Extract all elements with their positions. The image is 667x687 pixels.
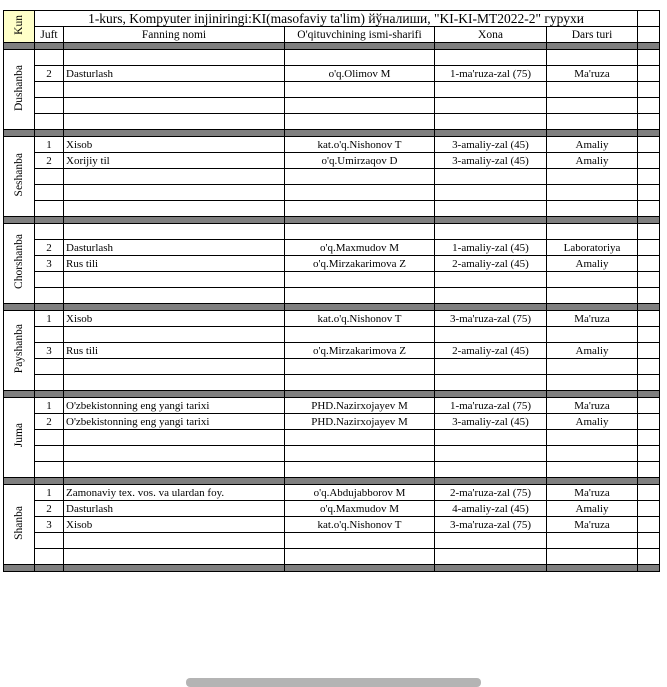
table-cell: Xisob bbox=[64, 517, 285, 533]
table-cell bbox=[547, 98, 638, 114]
table-cell: Amaliy bbox=[547, 343, 638, 359]
table-cell bbox=[285, 446, 435, 462]
table-cell bbox=[64, 446, 285, 462]
table-cell: 2 bbox=[35, 153, 64, 169]
table-cell bbox=[35, 114, 64, 130]
separator-cell bbox=[4, 130, 35, 137]
table-cell: 1 bbox=[35, 485, 64, 501]
table-cell: Dasturlash bbox=[64, 501, 285, 517]
table-cell: o'q.Mirzakarimova Z bbox=[285, 343, 435, 359]
table-cell bbox=[435, 98, 547, 114]
table-cell bbox=[35, 272, 64, 288]
table-cell: kat.o'q.Nishonov T bbox=[285, 311, 435, 327]
table-cell: o'q.Olimov M bbox=[285, 66, 435, 82]
separator-cell bbox=[35, 304, 64, 311]
separator-cell bbox=[435, 304, 547, 311]
table-cell: Amaliy bbox=[547, 414, 638, 430]
table-cell bbox=[435, 224, 547, 240]
schedule-body bbox=[4, 11, 660, 572]
table-row bbox=[4, 137, 660, 153]
table-cell bbox=[285, 98, 435, 114]
table-row bbox=[4, 414, 660, 430]
separator-cell bbox=[64, 304, 285, 311]
day-label: Dushanba bbox=[4, 50, 35, 130]
separator-cell bbox=[638, 304, 660, 311]
table-cell bbox=[547, 114, 638, 130]
separator-cell bbox=[435, 565, 547, 572]
table-cell: Zamonaviy tex. vos. va ulardan foy. bbox=[64, 485, 285, 501]
column-header-row bbox=[4, 27, 660, 43]
separator-cell bbox=[64, 478, 285, 485]
separator-cell bbox=[285, 217, 435, 224]
separator-cell bbox=[285, 478, 435, 485]
table-cell bbox=[435, 446, 547, 462]
separator-cell bbox=[35, 565, 64, 572]
table-cell: Xorijiy til bbox=[64, 153, 285, 169]
table-cell bbox=[285, 359, 435, 375]
table-cell: o'q.Maxmudov M bbox=[285, 240, 435, 256]
day-label: Shanba bbox=[4, 485, 35, 565]
separator-row bbox=[4, 391, 660, 398]
table-cell: 3-amaliy-zal (45) bbox=[435, 153, 547, 169]
separator-cell bbox=[638, 478, 660, 485]
edge-cell bbox=[638, 50, 660, 66]
table-cell bbox=[435, 359, 547, 375]
table-cell bbox=[64, 185, 285, 201]
edge-cell bbox=[638, 430, 660, 446]
separator-cell bbox=[35, 217, 64, 224]
table-row bbox=[4, 343, 660, 359]
table-cell bbox=[547, 82, 638, 98]
separator-cell bbox=[638, 565, 660, 572]
table-cell: 1-ma'ruza-zal (75) bbox=[435, 66, 547, 82]
table-row bbox=[4, 66, 660, 82]
table-cell bbox=[435, 375, 547, 391]
table-cell: Laboratoriya bbox=[547, 240, 638, 256]
table-cell bbox=[35, 549, 64, 565]
table-cell bbox=[64, 224, 285, 240]
separator-cell bbox=[4, 478, 35, 485]
table-cell bbox=[285, 430, 435, 446]
table-cell: 4-amaliy-zal (45) bbox=[435, 501, 547, 517]
table-cell: kat.o'q.Nishonov T bbox=[285, 137, 435, 153]
separator-cell bbox=[638, 130, 660, 137]
table-cell bbox=[547, 169, 638, 185]
separator-row bbox=[4, 478, 660, 485]
separator-cell bbox=[285, 130, 435, 137]
edge-cell bbox=[638, 201, 660, 217]
table-cell: Rus tili bbox=[64, 343, 285, 359]
table-row bbox=[4, 485, 660, 501]
table-row bbox=[4, 114, 660, 130]
table-cell bbox=[35, 533, 64, 549]
table-cell bbox=[547, 430, 638, 446]
table-cell bbox=[285, 50, 435, 66]
table-cell bbox=[285, 185, 435, 201]
edge-cell bbox=[638, 256, 660, 272]
separator-cell bbox=[4, 391, 35, 398]
table-cell bbox=[547, 201, 638, 217]
table-cell: O'zbekistonning eng yangi tarixi bbox=[64, 414, 285, 430]
table-row bbox=[4, 288, 660, 304]
separator-cell bbox=[64, 43, 285, 50]
table-cell bbox=[64, 169, 285, 185]
table-cell bbox=[285, 533, 435, 549]
separator-cell bbox=[64, 217, 285, 224]
table-cell: Dasturlash bbox=[64, 66, 285, 82]
table-cell: 3-amaliy-zal (45) bbox=[435, 137, 547, 153]
table-cell bbox=[64, 462, 285, 478]
table-cell: 3-ma'ruza-zal (75) bbox=[435, 517, 547, 533]
separator-cell bbox=[285, 43, 435, 50]
table-cell bbox=[285, 82, 435, 98]
table-cell bbox=[435, 430, 547, 446]
table-cell bbox=[35, 288, 64, 304]
table-cell bbox=[435, 82, 547, 98]
table-cell bbox=[35, 98, 64, 114]
edge-cell bbox=[638, 185, 660, 201]
table-cell: 1 bbox=[35, 137, 64, 153]
table-cell: 2-amaliy-zal (45) bbox=[435, 343, 547, 359]
edge-cell bbox=[638, 446, 660, 462]
table-cell bbox=[35, 50, 64, 66]
table-cell bbox=[547, 375, 638, 391]
edge-cell bbox=[638, 98, 660, 114]
table-cell bbox=[547, 549, 638, 565]
table-cell: 2-amaliy-zal (45) bbox=[435, 256, 547, 272]
separator-cell bbox=[285, 565, 435, 572]
table-cell: Xisob bbox=[64, 137, 285, 153]
table-row bbox=[4, 533, 660, 549]
table-cell bbox=[547, 224, 638, 240]
table-cell: Ma'ruza bbox=[547, 485, 638, 501]
table-cell: Amaliy bbox=[547, 153, 638, 169]
table-cell: kat.o'q.Nishonov T bbox=[285, 517, 435, 533]
separator-row bbox=[4, 43, 660, 50]
table-row bbox=[4, 549, 660, 565]
table-cell: Xisob bbox=[64, 311, 285, 327]
edge-cell bbox=[638, 533, 660, 549]
separator-row bbox=[4, 565, 660, 572]
table-cell bbox=[64, 114, 285, 130]
table-cell bbox=[285, 462, 435, 478]
table-cell bbox=[35, 446, 64, 462]
table-cell bbox=[547, 327, 638, 343]
table-cell bbox=[435, 549, 547, 565]
edge-cell bbox=[638, 272, 660, 288]
table-cell bbox=[35, 169, 64, 185]
edge-cell bbox=[638, 327, 660, 343]
table-cell bbox=[64, 98, 285, 114]
separator-cell bbox=[547, 478, 638, 485]
table-row bbox=[4, 50, 660, 66]
table-cell bbox=[435, 169, 547, 185]
table-cell: PHD.Nazirxojayev M bbox=[285, 398, 435, 414]
table-cell: O'zbekistonning eng yangi tarixi bbox=[64, 398, 285, 414]
table-row bbox=[4, 311, 660, 327]
table-row bbox=[4, 272, 660, 288]
table-cell bbox=[285, 114, 435, 130]
table-cell bbox=[285, 201, 435, 217]
table-row bbox=[4, 224, 660, 240]
table-cell bbox=[547, 288, 638, 304]
separator-cell bbox=[435, 217, 547, 224]
table-row bbox=[4, 462, 660, 478]
column-header: Dars turi bbox=[547, 27, 638, 43]
table-cell bbox=[547, 533, 638, 549]
table-row bbox=[4, 501, 660, 517]
table-cell: 3 bbox=[35, 517, 64, 533]
schedule-title: 1-kurs, Kompyuter injiniringi:KI(masofaviy ta'lim) йўналиши, "KI-KI-MT2022-2" гурухи bbox=[35, 11, 638, 27]
day-label: Payshanba bbox=[4, 311, 35, 391]
table-cell: PHD.Nazirxojayev M bbox=[285, 414, 435, 430]
table-cell: 1 bbox=[35, 398, 64, 414]
table-cell bbox=[35, 185, 64, 201]
separator-cell bbox=[35, 130, 64, 137]
column-header: Fanning nomi bbox=[64, 27, 285, 43]
separator-row bbox=[4, 130, 660, 137]
separator-cell bbox=[638, 217, 660, 224]
table-cell: 1-amaliy-zal (45) bbox=[435, 240, 547, 256]
table-cell bbox=[64, 533, 285, 549]
table-cell bbox=[64, 288, 285, 304]
edge-cell bbox=[638, 288, 660, 304]
edge-cell bbox=[638, 501, 660, 517]
title-row bbox=[4, 11, 660, 27]
table-cell bbox=[35, 224, 64, 240]
table-cell: o'q.Abdujabborov M bbox=[285, 485, 435, 501]
edge-cell bbox=[638, 517, 660, 533]
table-row bbox=[4, 359, 660, 375]
day-label: Chorshanba bbox=[4, 224, 35, 304]
horizontal-scrollbar[interactable] bbox=[186, 678, 481, 687]
edge-cell bbox=[638, 414, 660, 430]
table-cell: 2 bbox=[35, 66, 64, 82]
separator-row bbox=[4, 304, 660, 311]
table-cell bbox=[285, 375, 435, 391]
table-row bbox=[4, 153, 660, 169]
table-cell bbox=[285, 224, 435, 240]
table-cell: Dasturlash bbox=[64, 240, 285, 256]
separator-cell bbox=[547, 43, 638, 50]
edge-cell bbox=[638, 66, 660, 82]
table-cell bbox=[547, 446, 638, 462]
table-cell: o'q.Mirzakarimova Z bbox=[285, 256, 435, 272]
table-row bbox=[4, 185, 660, 201]
table-cell bbox=[435, 185, 547, 201]
table-cell bbox=[547, 272, 638, 288]
edge-cell bbox=[638, 82, 660, 98]
edge-cell bbox=[638, 114, 660, 130]
table-cell bbox=[285, 169, 435, 185]
edge-cell bbox=[638, 549, 660, 565]
table-row bbox=[4, 398, 660, 414]
table-cell bbox=[64, 430, 285, 446]
separator-cell bbox=[4, 304, 35, 311]
table-row bbox=[4, 256, 660, 272]
edge-cell bbox=[638, 375, 660, 391]
table-cell bbox=[435, 462, 547, 478]
edge-cell bbox=[638, 169, 660, 185]
table-row bbox=[4, 98, 660, 114]
table-cell: 2-ma'ruza-zal (75) bbox=[435, 485, 547, 501]
separator-cell bbox=[4, 565, 35, 572]
table-cell bbox=[285, 272, 435, 288]
table-cell bbox=[435, 50, 547, 66]
day-label: Seshanba bbox=[4, 137, 35, 217]
table-cell: Ma'ruza bbox=[547, 311, 638, 327]
table-cell bbox=[64, 272, 285, 288]
table-cell bbox=[64, 82, 285, 98]
table-cell: 3-amaliy-zal (45) bbox=[435, 414, 547, 430]
table-cell bbox=[35, 462, 64, 478]
table-cell: o'q.Maxmudov M bbox=[285, 501, 435, 517]
separator-cell bbox=[547, 130, 638, 137]
column-header: Xona bbox=[435, 27, 547, 43]
table-cell bbox=[547, 462, 638, 478]
table-cell bbox=[435, 533, 547, 549]
table-cell bbox=[64, 327, 285, 343]
table-cell: 3 bbox=[35, 256, 64, 272]
table-row bbox=[4, 446, 660, 462]
table-cell: Amaliy bbox=[547, 256, 638, 272]
edge-cell bbox=[638, 137, 660, 153]
edge-cell bbox=[638, 462, 660, 478]
table-cell: Ma'ruza bbox=[547, 398, 638, 414]
separator-cell bbox=[435, 130, 547, 137]
table-row bbox=[4, 517, 660, 533]
separator-cell bbox=[285, 304, 435, 311]
separator-cell bbox=[547, 565, 638, 572]
table-cell bbox=[435, 201, 547, 217]
table-cell: 2 bbox=[35, 414, 64, 430]
day-label: Juma bbox=[4, 398, 35, 478]
separator-cell bbox=[64, 130, 285, 137]
edge-cell bbox=[638, 224, 660, 240]
table-row bbox=[4, 375, 660, 391]
table-row bbox=[4, 240, 660, 256]
table-cell bbox=[64, 201, 285, 217]
table-cell bbox=[35, 359, 64, 375]
table-cell: 3 bbox=[35, 343, 64, 359]
separator-cell bbox=[4, 217, 35, 224]
table-cell bbox=[285, 549, 435, 565]
table-cell bbox=[64, 359, 285, 375]
separator-cell bbox=[547, 391, 638, 398]
edge-cell bbox=[638, 153, 660, 169]
table-cell: 3-ma'ruza-zal (75) bbox=[435, 311, 547, 327]
table-cell bbox=[64, 50, 285, 66]
separator-cell bbox=[435, 478, 547, 485]
table-cell bbox=[35, 201, 64, 217]
table-cell bbox=[35, 82, 64, 98]
table-cell: Ma'ruza bbox=[547, 517, 638, 533]
separator-cell bbox=[64, 565, 285, 572]
separator-cell bbox=[4, 43, 35, 50]
table-cell bbox=[285, 288, 435, 304]
table-cell bbox=[435, 272, 547, 288]
separator-cell bbox=[435, 391, 547, 398]
separator-cell bbox=[35, 391, 64, 398]
edge-cell bbox=[638, 485, 660, 501]
edge-cell bbox=[638, 240, 660, 256]
table-cell bbox=[35, 375, 64, 391]
separator-cell bbox=[638, 43, 660, 50]
table-cell: Ma'ruza bbox=[547, 66, 638, 82]
table-cell bbox=[547, 359, 638, 375]
column-header: O'qituvchining ismi-sharifi bbox=[285, 27, 435, 43]
edge-cell bbox=[638, 359, 660, 375]
schedule-table bbox=[3, 10, 660, 572]
table-cell: 2 bbox=[35, 240, 64, 256]
table-cell: Amaliy bbox=[547, 501, 638, 517]
table-cell bbox=[64, 549, 285, 565]
separator-cell bbox=[547, 304, 638, 311]
table-cell bbox=[35, 430, 64, 446]
table-row bbox=[4, 327, 660, 343]
separator-cell bbox=[285, 391, 435, 398]
separator-row bbox=[4, 217, 660, 224]
table-row bbox=[4, 82, 660, 98]
separator-cell bbox=[638, 391, 660, 398]
separator-cell bbox=[35, 478, 64, 485]
table-cell: 1 bbox=[35, 311, 64, 327]
table-cell bbox=[547, 185, 638, 201]
table-cell bbox=[547, 50, 638, 66]
table-cell bbox=[435, 114, 547, 130]
edge-cell bbox=[638, 11, 660, 27]
table-cell bbox=[435, 327, 547, 343]
separator-cell bbox=[547, 217, 638, 224]
table-row bbox=[4, 201, 660, 217]
kun-header: Kun bbox=[4, 11, 35, 43]
table-row bbox=[4, 430, 660, 446]
table-cell bbox=[435, 288, 547, 304]
table-cell: 2 bbox=[35, 501, 64, 517]
separator-cell bbox=[435, 43, 547, 50]
edge-cell bbox=[638, 343, 660, 359]
column-header: Juft bbox=[35, 27, 64, 43]
table-cell bbox=[64, 375, 285, 391]
table-cell: 1-ma'ruza-zal (75) bbox=[435, 398, 547, 414]
separator-cell bbox=[64, 391, 285, 398]
table-cell bbox=[35, 327, 64, 343]
separator-cell bbox=[35, 43, 64, 50]
edge-cell bbox=[638, 27, 660, 43]
table-cell: Amaliy bbox=[547, 137, 638, 153]
table-cell: o'q.Umirzaqov D bbox=[285, 153, 435, 169]
table-cell bbox=[285, 327, 435, 343]
table-row bbox=[4, 169, 660, 185]
table-cell: Rus tili bbox=[64, 256, 285, 272]
edge-cell bbox=[638, 311, 660, 327]
edge-cell bbox=[638, 398, 660, 414]
